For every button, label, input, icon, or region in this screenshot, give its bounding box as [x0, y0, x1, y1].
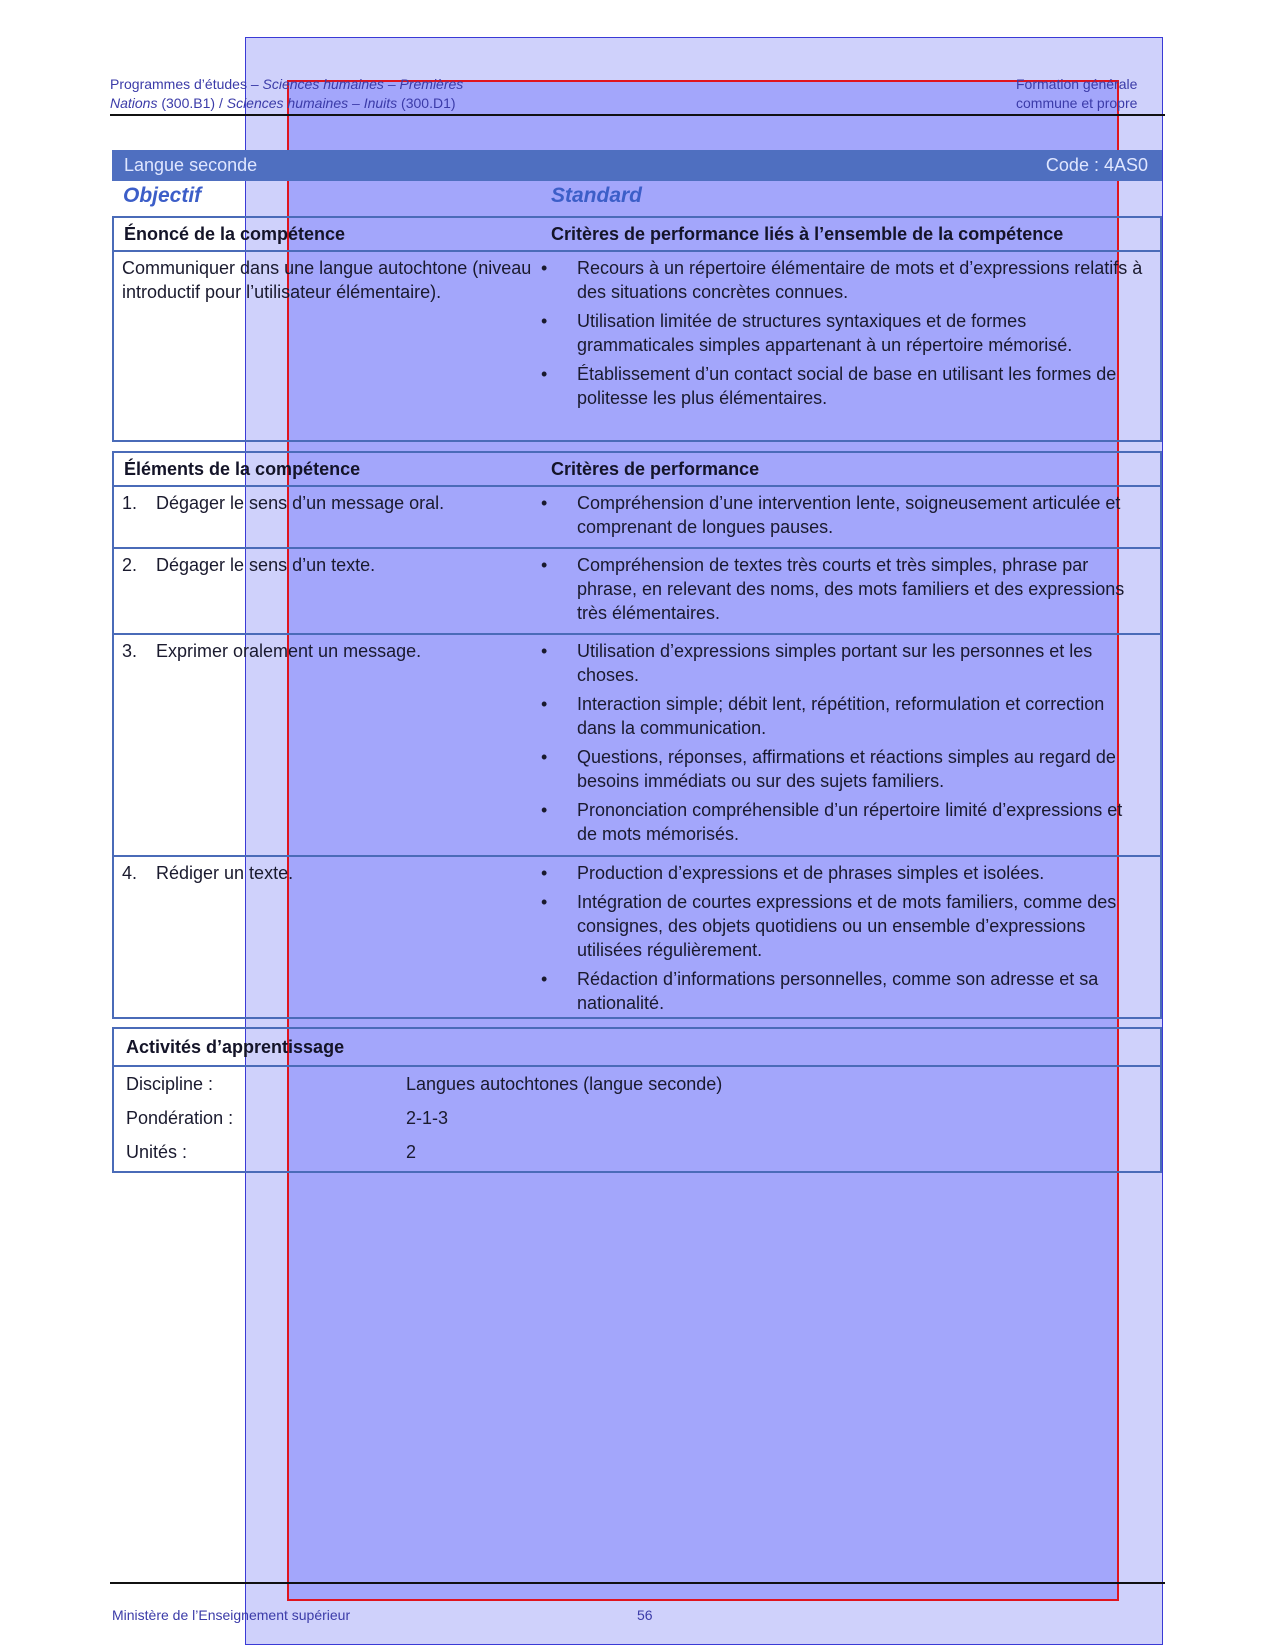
competence-row	[114, 252, 1160, 423]
activites-table	[112, 1027, 1162, 1173]
competence-table	[112, 216, 1162, 442]
unites-row	[114, 1135, 1160, 1169]
objectif-label: Objectif	[123, 184, 202, 207]
elements-table-header	[114, 453, 1160, 487]
list-item: • Intégration de courtes expressions et de mots familiers, comme des consignes, des objets quotidiens ou un ensemble d’expressions utilisées régulièrement.	[541, 890, 1146, 962]
list-item: • Établissement d’un contact social de base en utilisant les formes de politesse les plus élémentaires.	[541, 362, 1146, 410]
discipline-value: Langues autochtones (langue seconde)	[406, 1073, 723, 1094]
footer-rule	[110, 1582, 1165, 1584]
element-text: 2. Dégager le sens d’un texte.	[122, 555, 376, 575]
ponderation-value: 2-1-3	[406, 1107, 449, 1128]
discipline-label: Discipline :	[126, 1073, 214, 1094]
discipline-row	[114, 1067, 1160, 1101]
element-text: 4. Rédiger un texte.	[122, 863, 294, 883]
list-item: • Recours à un répertoire élémentaire de mots et d’expressions relatifs à des situations concrètes connues.	[541, 256, 1146, 304]
page-number: 56	[637, 1607, 653, 1623]
footer-ministry: Ministère de l’Enseignement supérieur	[112, 1607, 351, 1623]
course-title: Langue seconde	[124, 155, 258, 175]
list-item: • Production d’expressions et de phrases simples et isolées.	[541, 861, 1146, 885]
table-row	[114, 857, 1160, 1021]
list-item: • Utilisation d’expressions simples portant sur les personnes et les choses.	[541, 639, 1146, 687]
list-item: • Prononciation compréhensible d’un répertoire limité d’expressions et de mots mémorisés.	[541, 798, 1146, 846]
list-item: • Interaction simple; débit lent, répétition, reformulation et correction dans la communication.	[541, 692, 1146, 740]
elements-col1-header: Éléments de la compétence	[124, 458, 361, 479]
table-row	[114, 487, 1160, 549]
ponderation-label: Pondération :	[126, 1107, 234, 1128]
elements-table	[112, 451, 1162, 1019]
element-text: 3. Exprimer oralement un message.	[122, 641, 422, 661]
list-item: • Rédaction d’informations personnelles, comme son adresse et sa nationalité.	[541, 967, 1146, 1015]
element-text: 1. Dégager le sens d’un message oral.	[122, 493, 445, 513]
header-left-line1: Programmes d’études – Sciences humaines – Premières	[110, 76, 464, 92]
competence-statement: Communiquer dans une langue autochtone (niveau introductif pour l’utilisateur élémentaire).	[122, 258, 532, 302]
list-item: • Questions, réponses, affirmations et réactions simples au regard de besoins immédiats ou sur des sujets familiers.	[541, 745, 1146, 793]
table-row	[114, 635, 1160, 857]
list-item: • Compréhension de textes très courts et très simples, phrase par phrase, en relevant des noms, des mots familiers et des expressions très élémentaires.	[541, 553, 1146, 625]
unites-label: Unités :	[126, 1141, 188, 1162]
course-code: Code : 4AS0	[1045, 155, 1148, 175]
competence-criteria-list	[541, 256, 1146, 410]
table-row	[114, 549, 1160, 635]
elements-col2-header: Critères de performance	[551, 458, 760, 479]
competence-table-header	[114, 218, 1160, 252]
ponderation-row	[114, 1101, 1160, 1135]
header-rule	[110, 114, 1165, 116]
unites-value: 2	[406, 1141, 417, 1162]
header-right-line1: Formation générale	[1016, 76, 1138, 92]
header-right-line2: commune et propre	[1016, 95, 1138, 111]
header-left-line2: Nations (300.B1) / Sciences humaines – Inuits (300.D1)	[110, 95, 456, 111]
list-item: • Utilisation limitée de structures syntaxiques et de formes grammaticales simples appartenant à un répertoire mémorisé.	[541, 309, 1146, 357]
competence-col1-header: Énoncé de la compétence	[124, 223, 346, 244]
competence-col2-header: Critères de performance liés à l’ensemble de la compétence	[551, 223, 1064, 244]
title-bar	[112, 150, 1162, 181]
activites-header	[114, 1029, 1160, 1067]
activites-title: Activités d’apprentissage	[126, 1036, 345, 1057]
standard-label: Standard	[551, 184, 643, 207]
list-item: • Compréhension d’une intervention lente, soigneusement articulée et comprenant de longues pauses.	[541, 491, 1146, 539]
